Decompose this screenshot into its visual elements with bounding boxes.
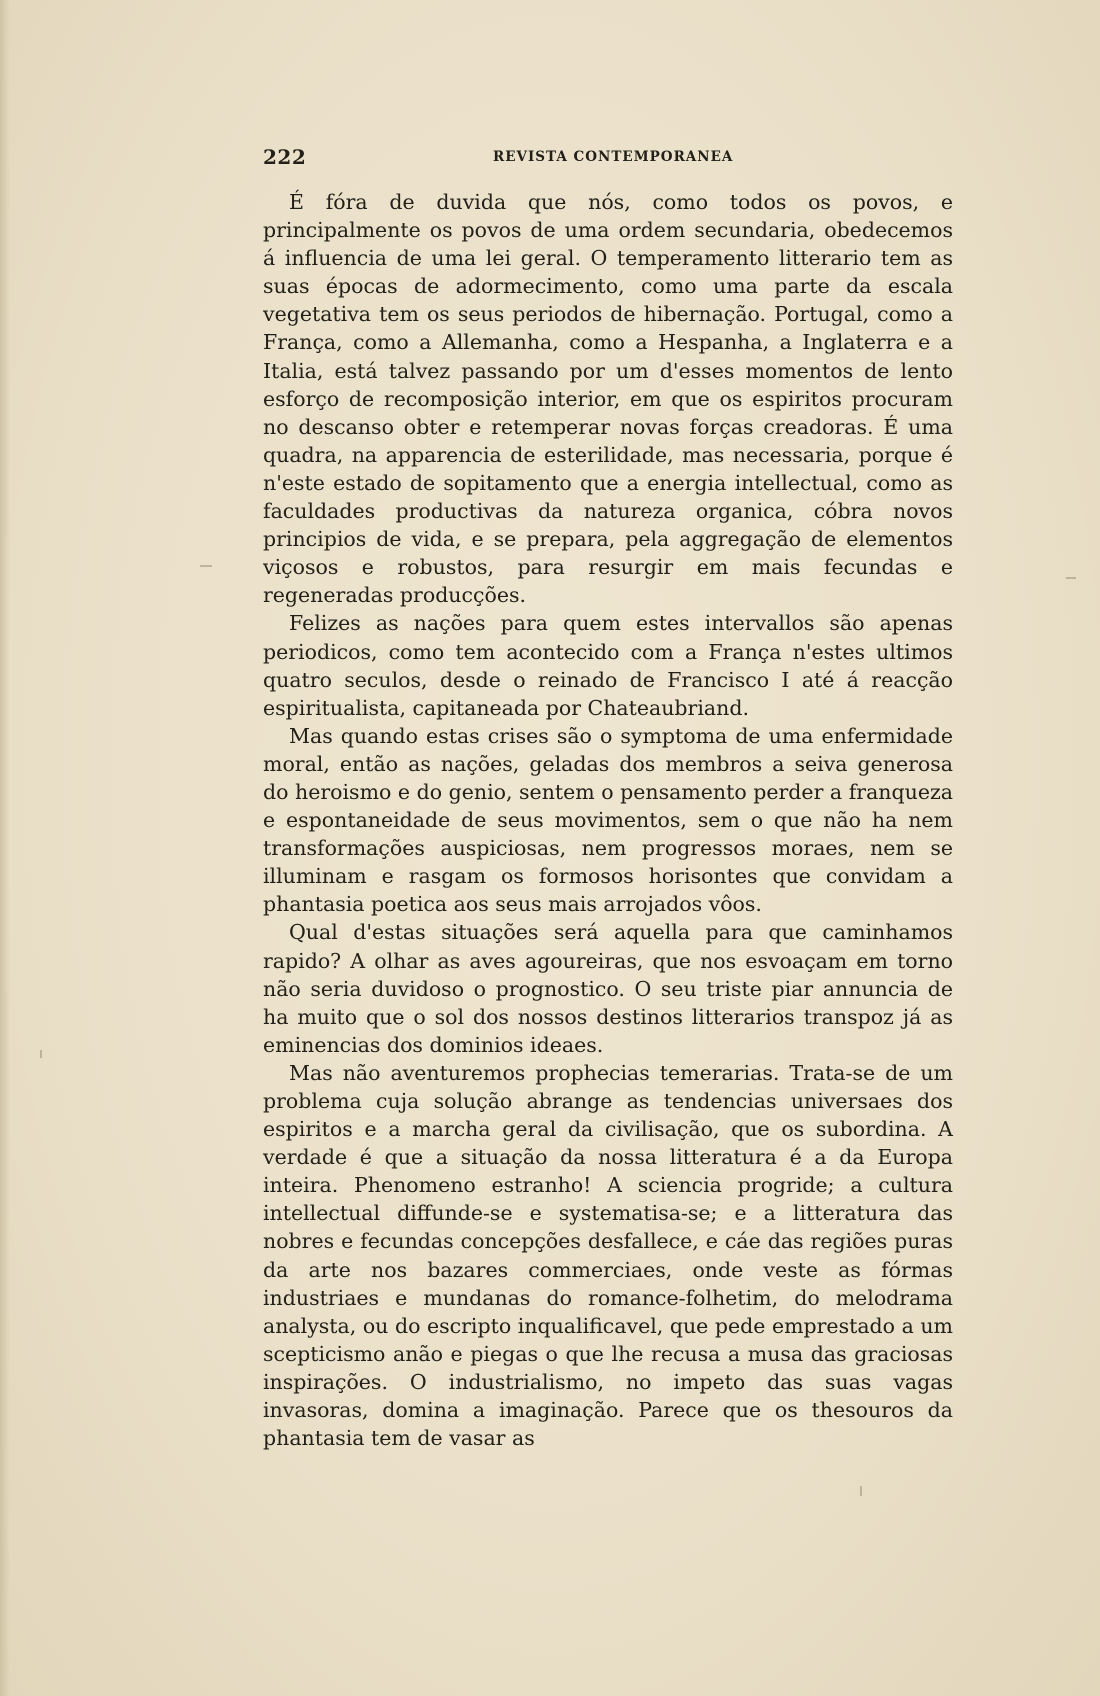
page-edge-shadow	[0, 0, 10, 1696]
paragraph-1: É fóra de duvida que nós, como todos os povos, e principalmente os povos de uma ordem secundaria, obedecemos á influencia de uma lei geral. O temperamento litterario tem as suas épocas de adormecimento, como uma parte da escala vegetativa tem os seus periodos de hibernação. Portugal, como a França, como a Allemanha, como a Hespanha, a Inglaterra e a Italia, está talvez passando por um d'esses momentos de lento esforço de recomposição interior, em que os espiritos procuram no descanso obter e retemperar novas forças creadoras. É uma quadra, na apparencia de esterilidade, mas necessaria, porque é n'este estado de sopitamento que a energia intellectual, como as faculdades productivas da natureza organica, cóbra novos principios de vida, e se prepara, pela aggregação de elementos viçosos e robustos, para resurgir em mais fecundas e regeneradas producções.	[263, 190, 953, 608]
running-title: REVISTA CONTEMPORANEA	[493, 149, 734, 165]
paragraph-5: Mas não aventuremos prophecias temerarias. Trata-se de um problema cuja solução abrange as tendencias universaes dos espiritos e a marcha geral da civilisação, que os subordina. A verdade é que a situação da nossa litteratura é a da Europa inteira. Phenomeno estranho! A sciencia progride; a cultura intellectual diffunde-se e systematisa-se; e a litteratura das nobres e fecundas concepções desfallece, e cáe das regiões puras da arte nos bazares commerciaes, onde veste as fórmas industriaes e mundanas do romance-folhetim, do melodrama analysta, ou do escripto inqualificavel, que pede emprestado a um scepticismo anão e piegas o que lhe recusa a musa das graciosas inspirações. O industrialismo, no impeto das suas vagas invasoras, domina a imaginação. Parece que os thesouros da phantasia tem de vasar as	[263, 1060, 953, 1451]
paragraph-4: Qual d'estas situações será aquella para que caminhamos rapido? A olhar as aves agoureiras, que nos esvoaçam em torno não seria duvidoso o prognostico. O seu triste piar annuncia de ha muito que o sol dos nossos destinos litterarios transpoz já as eminencias dos dominios ideaes.	[263, 920, 953, 1057]
page-header	[263, 145, 953, 169]
body-text	[263, 188, 953, 1452]
paper-speck	[860, 1486, 862, 1496]
page-number: 222	[263, 145, 307, 169]
paragraph-3: Mas quando estas crises são o symptoma de uma enfermidade moral, então as nações, geladas dos membros a seiva generosa do heroismo e do genio, sentem o pensamento perder a franqueza e espontaneidade de seus movimentos, sem o que não ha nem transformações auspiciosas, nem progressos moraes, nem se illuminam e rasgam os formosos horisontes que convidam a phantasia poetica aos seus mais arrojados vôos.	[263, 723, 953, 917]
paper-speck	[40, 1050, 42, 1058]
paper-speck	[1066, 577, 1076, 579]
paragraph-2: Felizes as nações para quem estes intervallos são apenas periodicos, como tem acontecido com a França n'estes ultimos quatro seculos, desde o reinado de Francisco I até á reacção espiritualista, capitaneada por Chateaubriand.	[263, 611, 953, 720]
paper-speck	[200, 565, 212, 567]
